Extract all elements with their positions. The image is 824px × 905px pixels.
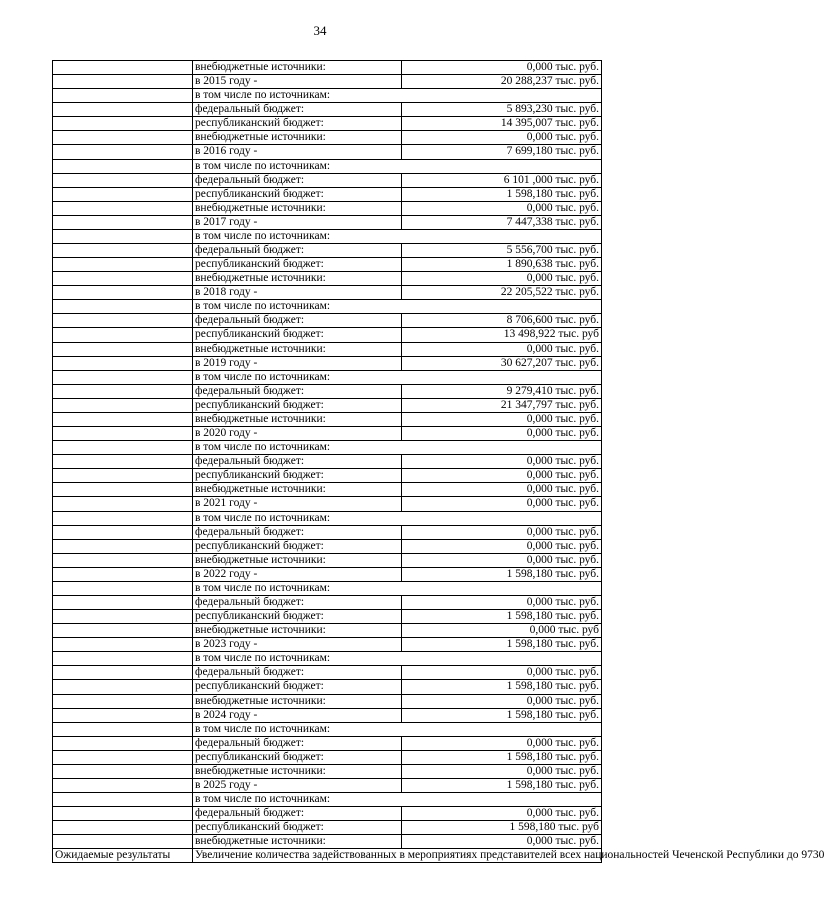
funding-row-label: в 2017 году - xyxy=(193,215,402,229)
funding-row xyxy=(53,286,602,300)
blank-left-cell xyxy=(53,187,193,201)
funding-row xyxy=(53,694,602,708)
funding-row-label: в том числе по источникам: xyxy=(193,229,602,243)
funding-row-amount: 7 447,338 тыс. руб. xyxy=(402,215,602,229)
funding-row xyxy=(53,244,602,258)
funding-row xyxy=(53,455,602,469)
blank-left-cell xyxy=(53,356,193,370)
funding-row-label: федеральный бюджет: xyxy=(193,595,402,609)
funding-row xyxy=(53,103,602,117)
funding-row xyxy=(53,75,602,89)
funding-row xyxy=(53,342,602,356)
blank-left-cell xyxy=(53,469,193,483)
blank-left-cell xyxy=(53,736,193,750)
funding-row-amount: 0,000 тыс. руб. xyxy=(402,455,602,469)
funding-row xyxy=(53,708,602,722)
funding-row xyxy=(53,215,602,229)
funding-row xyxy=(53,441,602,455)
funding-row xyxy=(53,328,602,342)
funding-row-label: в 2019 году - xyxy=(193,356,402,370)
blank-left-cell xyxy=(53,258,193,272)
funding-row-label: внебюджетные источники: xyxy=(193,835,402,849)
funding-row-label: федеральный бюджет: xyxy=(193,736,402,750)
blank-left-cell xyxy=(53,638,193,652)
funding-row-label: республиканский бюджет: xyxy=(193,117,402,131)
funding-row-label: в том числе по источникам: xyxy=(193,511,602,525)
funding-row xyxy=(53,736,602,750)
funding-row-amount: 1 598,180 тыс. руб. xyxy=(402,610,602,624)
blank-left-cell xyxy=(53,708,193,722)
funding-row-label: в том числе по источникам: xyxy=(193,652,602,666)
blank-left-cell xyxy=(53,427,193,441)
funding-row xyxy=(53,595,602,609)
blank-left-cell xyxy=(53,75,193,89)
funding-row xyxy=(53,89,602,103)
blank-left-cell xyxy=(53,455,193,469)
funding-row xyxy=(53,807,602,821)
blank-left-cell xyxy=(53,384,193,398)
funding-row-label: республиканский бюджет: xyxy=(193,398,402,412)
funding-row-label: внебюджетные источники: xyxy=(193,61,402,75)
funding-row-label: федеральный бюджет: xyxy=(193,525,402,539)
funding-row-label: внебюджетные источники: xyxy=(193,624,402,638)
funding-row xyxy=(53,384,602,398)
blank-left-cell xyxy=(53,793,193,807)
blank-left-cell xyxy=(53,272,193,286)
funding-row-label: федеральный бюджет: xyxy=(193,455,402,469)
funding-row xyxy=(53,159,602,173)
blank-left-cell xyxy=(53,722,193,736)
funding-row-amount: 1 598,180 тыс. руб. xyxy=(402,187,602,201)
blank-left-cell xyxy=(53,694,193,708)
funding-row-amount: 0,000 тыс. руб. xyxy=(402,201,602,215)
funding-row-label: в 2024 году - xyxy=(193,708,402,722)
blank-left-cell xyxy=(53,680,193,694)
blank-left-cell xyxy=(53,229,193,243)
funding-row-label: в том числе по источникам: xyxy=(193,159,602,173)
funding-row xyxy=(53,272,602,286)
funding-row xyxy=(53,567,602,581)
funding-row-amount: 0,000 тыс. руб. xyxy=(402,736,602,750)
funding-row-label: в том числе по источникам: xyxy=(193,370,602,384)
funding-row-amount: 21 347,797 тыс. руб. xyxy=(402,398,602,412)
funding-row-label: в 2022 году - xyxy=(193,567,402,581)
funding-row-label: в 2018 году - xyxy=(193,286,402,300)
blank-left-cell xyxy=(53,553,193,567)
blank-left-cell xyxy=(53,370,193,384)
funding-row-amount: 14 395,007 тыс. руб. xyxy=(402,117,602,131)
blank-left-cell xyxy=(53,412,193,426)
blank-left-cell xyxy=(53,497,193,511)
funding-row xyxy=(53,652,602,666)
expected-results-label: Ожидаемые результаты xyxy=(53,849,193,863)
funding-row-amount: 0,000 тыс. руб. xyxy=(402,694,602,708)
funding-row-amount: 0,000 тыс. руб xyxy=(402,624,602,638)
funding-row-label: в том числе по источникам: xyxy=(193,722,602,736)
funding-row-amount: 0,000 тыс. руб. xyxy=(402,553,602,567)
funding-row xyxy=(53,778,602,792)
funding-row-label: внебюджетные источники: xyxy=(193,342,402,356)
blank-left-cell xyxy=(53,835,193,849)
funding-row-amount: 6 101 ,000 тыс. руб. xyxy=(402,173,602,187)
funding-table xyxy=(52,60,824,863)
blank-left-cell xyxy=(53,131,193,145)
blank-left-cell xyxy=(53,398,193,412)
funding-row xyxy=(53,483,602,497)
funding-row-label: внебюджетные источники: xyxy=(193,131,402,145)
blank-left-cell xyxy=(53,159,193,173)
blank-left-cell xyxy=(53,89,193,103)
funding-row-label: внебюджетные источники: xyxy=(193,764,402,778)
funding-row xyxy=(53,173,602,187)
funding-row-label: федеральный бюджет: xyxy=(193,173,402,187)
funding-row-amount: 0,000 тыс. руб. xyxy=(402,427,602,441)
funding-row xyxy=(53,680,602,694)
funding-row-amount: 0,000 тыс. руб. xyxy=(402,764,602,778)
blank-left-cell xyxy=(53,61,193,75)
funding-row xyxy=(53,145,602,159)
funding-row xyxy=(53,821,602,835)
funding-row xyxy=(53,427,602,441)
funding-row-amount: 0,000 тыс. руб. xyxy=(402,342,602,356)
funding-row-label: республиканский бюджет: xyxy=(193,328,402,342)
blank-left-cell xyxy=(53,750,193,764)
blank-left-cell xyxy=(53,666,193,680)
funding-row xyxy=(53,666,602,680)
funding-row-label: республиканский бюджет: xyxy=(193,680,402,694)
funding-row-label: федеральный бюджет: xyxy=(193,103,402,117)
funding-row-label: федеральный бюджет: xyxy=(193,384,402,398)
blank-left-cell xyxy=(53,201,193,215)
funding-row-amount: 0,000 тыс. руб. xyxy=(402,469,602,483)
funding-row-label: в 2015 году - xyxy=(193,75,402,89)
funding-row xyxy=(53,835,602,849)
funding-row xyxy=(53,201,602,215)
funding-row xyxy=(53,61,602,75)
funding-row-label: внебюджетные источники: xyxy=(193,694,402,708)
funding-row xyxy=(53,229,602,243)
funding-row xyxy=(53,553,602,567)
funding-row-amount: 0,000 тыс. руб. xyxy=(402,61,602,75)
funding-row-label: федеральный бюджет: xyxy=(193,314,402,328)
funding-row-label: внебюджетные источники: xyxy=(193,272,402,286)
expected-results-text: Увеличение количества задействованных в мероприятиях представителей всех национальностей Чеченской Республики до 9730 xyxy=(193,849,602,863)
funding-row xyxy=(53,258,602,272)
funding-row-label: в том числе по источникам: xyxy=(193,300,602,314)
funding-row-label: в 2025 году - xyxy=(193,778,402,792)
funding-row-amount: 1 598,180 тыс. руб. xyxy=(402,708,602,722)
funding-row-label: внебюджетные источники: xyxy=(193,201,402,215)
funding-row xyxy=(53,750,602,764)
blank-left-cell xyxy=(53,764,193,778)
funding-row-amount: 0,000 тыс. руб. xyxy=(402,666,602,680)
funding-row xyxy=(53,412,602,426)
funding-row-amount: 0,000 тыс. руб. xyxy=(402,272,602,286)
funding-row xyxy=(53,624,602,638)
blank-left-cell xyxy=(53,328,193,342)
blank-left-cell xyxy=(53,244,193,258)
blank-left-cell xyxy=(53,441,193,455)
funding-row-amount: 13 498,922 тыс. руб xyxy=(402,328,602,342)
funding-row-amount: 1 598,180 тыс. руб. xyxy=(402,750,602,764)
funding-row xyxy=(53,314,602,328)
funding-row-amount: 20 288,237 тыс. руб. xyxy=(402,75,602,89)
funding-row xyxy=(53,356,602,370)
funding-row-label: федеральный бюджет: xyxy=(193,244,402,258)
funding-row xyxy=(53,370,602,384)
funding-row-label: в том числе по источникам: xyxy=(193,581,602,595)
funding-row-label: в 2020 году - xyxy=(193,427,402,441)
blank-left-cell xyxy=(53,286,193,300)
funding-row-amount: 0,000 тыс. руб. xyxy=(402,497,602,511)
funding-row-amount: 8 706,600 тыс. руб. xyxy=(402,314,602,328)
blank-left-cell xyxy=(53,595,193,609)
funding-row xyxy=(53,398,602,412)
funding-row-label: внебюджетные источники: xyxy=(193,483,402,497)
funding-row-amount: 0,000 тыс. руб. xyxy=(402,595,602,609)
funding-row-amount: 1 598,180 тыс. руб. xyxy=(402,567,602,581)
funding-row-label: федеральный бюджет: xyxy=(193,666,402,680)
funding-row xyxy=(53,539,602,553)
funding-row-label: внебюджетные источники: xyxy=(193,553,402,567)
funding-row-amount: 9 279,410 тыс. руб. xyxy=(402,384,602,398)
funding-row-label: республиканский бюджет: xyxy=(193,750,402,764)
funding-row-label: республиканский бюджет: xyxy=(193,821,402,835)
funding-row-label: в 2016 году - xyxy=(193,145,402,159)
blank-left-cell xyxy=(53,778,193,792)
funding-row xyxy=(53,793,602,807)
blank-left-cell xyxy=(53,103,193,117)
blank-left-cell xyxy=(53,314,193,328)
blank-left-cell xyxy=(53,117,193,131)
funding-row xyxy=(53,610,602,624)
blank-left-cell xyxy=(53,145,193,159)
funding-row xyxy=(53,469,602,483)
funding-table-body xyxy=(53,61,602,849)
blank-left-cell xyxy=(53,567,193,581)
blank-left-cell xyxy=(53,624,193,638)
funding-row-amount: 0,000 тыс. руб. xyxy=(402,835,602,849)
blank-left-cell xyxy=(53,581,193,595)
funding-row-amount: 0,000 тыс. руб. xyxy=(402,412,602,426)
funding-row xyxy=(53,117,602,131)
blank-left-cell xyxy=(53,807,193,821)
funding-row-amount: 1 598,180 тыс. руб. xyxy=(402,778,602,792)
funding-row-label: внебюджетные источники: xyxy=(193,412,402,426)
funding-row-label: республиканский бюджет: xyxy=(193,258,402,272)
funding-row-label: республиканский бюджет: xyxy=(193,187,402,201)
funding-row xyxy=(53,131,602,145)
funding-row-amount: 5 893,230 тыс. руб. xyxy=(402,103,602,117)
funding-row-label: республиканский бюджет: xyxy=(193,469,402,483)
funding-row-amount: 0,000 тыс. руб. xyxy=(402,807,602,821)
funding-row xyxy=(53,525,602,539)
funding-row-label: в том числе по источникам: xyxy=(193,793,602,807)
blank-left-cell xyxy=(53,215,193,229)
funding-row-amount: 22 205,522 тыс. руб. xyxy=(402,286,602,300)
blank-left-cell xyxy=(53,525,193,539)
funding-row xyxy=(53,722,602,736)
blank-left-cell xyxy=(53,539,193,553)
funding-row-label: в 2021 году - xyxy=(193,497,402,511)
funding-row xyxy=(53,187,602,201)
funding-row-amount: 0,000 тыс. руб. xyxy=(402,539,602,553)
funding-row-label: в том числе по источникам: xyxy=(193,89,602,103)
blank-left-cell xyxy=(53,821,193,835)
blank-left-cell xyxy=(53,300,193,314)
funding-row xyxy=(53,764,602,778)
funding-row-amount: 5 556,700 тыс. руб. xyxy=(402,244,602,258)
funding-row-label: в 2023 году - xyxy=(193,638,402,652)
blank-left-cell xyxy=(53,173,193,187)
blank-left-cell xyxy=(53,483,193,497)
blank-left-cell xyxy=(53,511,193,525)
funding-row-amount: 1 890,638 тыс. руб. xyxy=(402,258,602,272)
funding-row-label: республиканский бюджет: xyxy=(193,610,402,624)
funding-row-label: федеральный бюджет: xyxy=(193,807,402,821)
funding-row xyxy=(53,497,602,511)
funding-row-amount: 0,000 тыс. руб. xyxy=(402,525,602,539)
funding-row xyxy=(53,581,602,595)
funding-row-amount: 7 699,180 тыс. руб. xyxy=(402,145,602,159)
page-number: 34 xyxy=(313,23,327,38)
funding-row-label: в том числе по источникам: xyxy=(193,441,602,455)
funding-row-amount: 1 598,180 тыс. руб. xyxy=(402,680,602,694)
blank-left-cell xyxy=(53,342,193,356)
funding-row xyxy=(53,638,602,652)
funding-row-label: республиканский бюджет: xyxy=(193,539,402,553)
funding-row xyxy=(53,511,602,525)
expected-results-row xyxy=(53,849,602,863)
funding-row-amount: 30 627,207 тыс. руб. xyxy=(402,356,602,370)
funding-row-amount: 1 598,180 тыс. руб xyxy=(402,821,602,835)
funding-row xyxy=(53,300,602,314)
funding-row-amount: 0,000 тыс. руб. xyxy=(402,483,602,497)
funding-row-amount: 0,000 тыс. руб. xyxy=(402,131,602,145)
blank-left-cell xyxy=(53,652,193,666)
funding-row-amount: 1 598,180 тыс. руб. xyxy=(402,638,602,652)
blank-left-cell xyxy=(53,610,193,624)
